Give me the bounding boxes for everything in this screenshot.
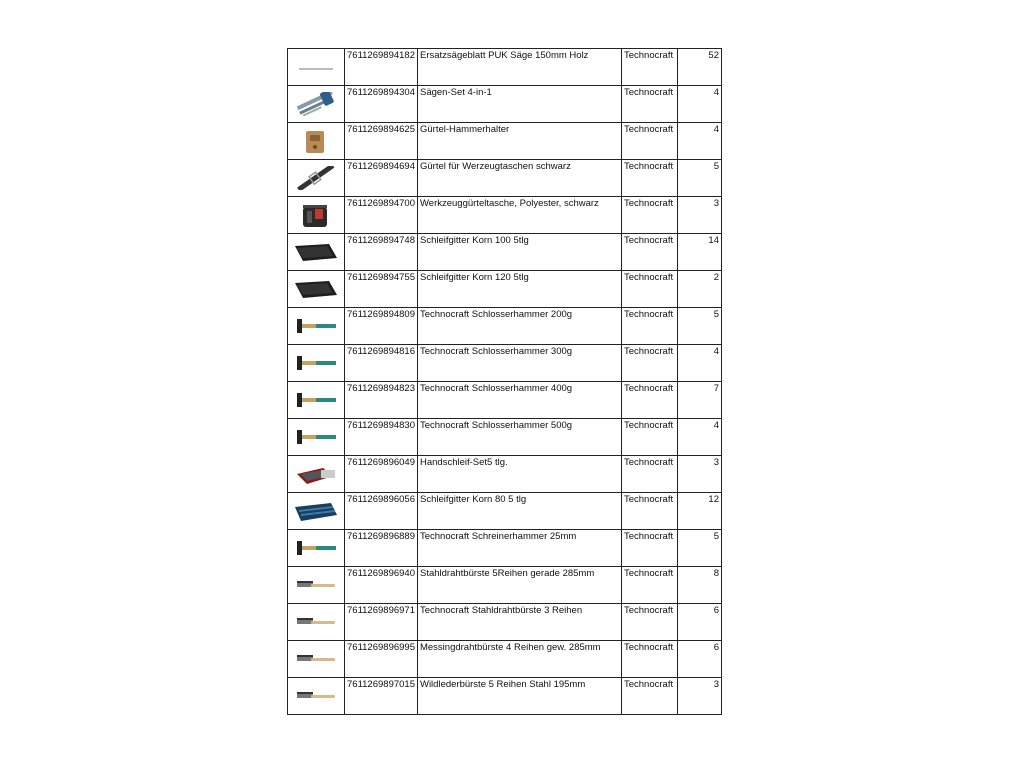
ean-cell: 7611269897015 — [345, 678, 418, 715]
product-image-cell — [288, 345, 345, 382]
quantity-cell: 5 — [677, 308, 721, 345]
product-image-cell — [288, 456, 345, 493]
description-cell: Sägen-Set 4-in-1 — [417, 86, 621, 123]
product-image-cell — [288, 308, 345, 345]
description-cell: Stahldrahtbürste 5Reihen gerade 285mm — [417, 567, 621, 604]
wire-brush-icon — [293, 684, 339, 708]
product-image-cell — [288, 419, 345, 456]
quantity-cell: 8 — [677, 567, 721, 604]
table-row — [288, 382, 722, 419]
product-image-cell — [288, 234, 345, 271]
brand-cell: Technocraft — [621, 345, 677, 382]
hammer-icon — [293, 351, 339, 375]
product-image-cell — [288, 49, 345, 86]
quantity-cell: 5 — [677, 530, 721, 567]
quantity-cell: 6 — [677, 604, 721, 641]
quantity-cell: 2 — [677, 271, 721, 308]
brand-cell: Technocraft — [621, 493, 677, 530]
brand-cell: Technocraft — [621, 419, 677, 456]
wire-brush-icon — [293, 647, 339, 671]
table-row — [288, 197, 722, 234]
quantity-cell: 4 — [677, 345, 721, 382]
ean-cell: 7611269894304 — [345, 86, 418, 123]
ean-cell: 7611269894823 — [345, 382, 418, 419]
table-row — [288, 493, 722, 530]
table-row — [288, 678, 722, 715]
quantity-cell: 7 — [677, 382, 721, 419]
inventory-table-body — [288, 49, 722, 715]
product-image-cell — [288, 567, 345, 604]
brand-cell: Technocraft — [621, 271, 677, 308]
saw-set-icon — [293, 92, 339, 116]
description-cell: Gürtel-Hammerhalter — [417, 123, 621, 160]
hammer-holder-icon — [293, 129, 339, 153]
quantity-cell: 6 — [677, 641, 721, 678]
product-image-cell — [288, 604, 345, 641]
brand-cell: Technocraft — [621, 604, 677, 641]
inventory-table — [287, 48, 722, 715]
quantity-cell: 3 — [677, 678, 721, 715]
product-image-cell — [288, 271, 345, 308]
brand-cell: Technocraft — [621, 456, 677, 493]
belt-icon — [293, 166, 339, 190]
product-image-cell — [288, 197, 345, 234]
ean-cell: 7611269894700 — [345, 197, 418, 234]
ean-cell: 7611269894809 — [345, 308, 418, 345]
hammer-icon — [293, 314, 339, 338]
brand-cell: Technocraft — [621, 160, 677, 197]
ean-cell: 7611269894755 — [345, 271, 418, 308]
product-image-cell — [288, 493, 345, 530]
ean-cell: 7611269896049 — [345, 456, 418, 493]
ean-cell: 7611269896995 — [345, 641, 418, 678]
description-cell: Technocraft Schreinerhammer 25mm — [417, 530, 621, 567]
hammer-icon — [293, 425, 339, 449]
brand-cell: Technocraft — [621, 49, 677, 86]
brand-cell: Technocraft — [621, 197, 677, 234]
table-row — [288, 456, 722, 493]
ean-cell: 7611269894694 — [345, 160, 418, 197]
ean-cell: 7611269896889 — [345, 530, 418, 567]
description-cell: Wildlederbürste 5 Reihen Stahl 195mm — [417, 678, 621, 715]
quantity-cell: 4 — [677, 419, 721, 456]
hammer-icon — [293, 536, 339, 560]
ean-cell: 7611269894816 — [345, 345, 418, 382]
brand-cell: Technocraft — [621, 308, 677, 345]
description-cell: Technocraft Schlosserhammer 300g — [417, 345, 621, 382]
table-row — [288, 160, 722, 197]
table-row — [288, 567, 722, 604]
description-cell: Handschleif-Set5 tlg. — [417, 456, 621, 493]
table-row — [288, 419, 722, 456]
description-cell: Schleifgitter Korn 100 5tlg — [417, 234, 621, 271]
brand-cell: Technocraft — [621, 86, 677, 123]
product-image-cell — [288, 160, 345, 197]
brand-cell: Technocraft — [621, 678, 677, 715]
ean-cell: 7611269894625 — [345, 123, 418, 160]
quantity-cell: 4 — [677, 86, 721, 123]
brand-cell: Technocraft — [621, 567, 677, 604]
quantity-cell: 3 — [677, 197, 721, 234]
table-row — [288, 123, 722, 160]
description-cell: Technocraft Schlosserhammer 200g — [417, 308, 621, 345]
product-image-cell — [288, 641, 345, 678]
description-cell: Messingdrahtbürste 4 Reihen gew. 285mm — [417, 641, 621, 678]
description-cell: Gürtel für Werzeugtaschen schwarz — [417, 160, 621, 197]
sanding-mesh-icon — [293, 240, 339, 264]
product-image-cell — [288, 530, 345, 567]
table-row — [288, 271, 722, 308]
hand-sander-icon — [293, 462, 339, 486]
description-cell: Technocraft Stahldrahtbürste 3 Reihen — [417, 604, 621, 641]
table-row — [288, 345, 722, 382]
hammer-icon — [293, 388, 339, 412]
product-image-cell — [288, 382, 345, 419]
saw-blade-icon — [293, 55, 339, 79]
wire-brush-icon — [293, 610, 339, 634]
product-image-cell — [288, 678, 345, 715]
quantity-cell: 14 — [677, 234, 721, 271]
brand-cell: Technocraft — [621, 123, 677, 160]
quantity-cell: 4 — [677, 123, 721, 160]
description-cell: Schleifgitter Korn 80 5 tlg — [417, 493, 621, 530]
description-cell: Schleifgitter Korn 120 5tlg — [417, 271, 621, 308]
ean-cell: 7611269894748 — [345, 234, 418, 271]
ean-cell: 7611269896056 — [345, 493, 418, 530]
table-row — [288, 234, 722, 271]
description-cell: Technocraft Schlosserhammer 400g — [417, 382, 621, 419]
table-row — [288, 308, 722, 345]
brand-cell: Technocraft — [621, 234, 677, 271]
brand-cell: Technocraft — [621, 382, 677, 419]
sanding-mesh-blue-icon — [293, 499, 339, 523]
table-row — [288, 49, 722, 86]
tool-bag-icon — [293, 203, 339, 227]
wire-brush-icon — [293, 573, 339, 597]
ean-cell: 7611269896971 — [345, 604, 418, 641]
ean-cell: 7611269896940 — [345, 567, 418, 604]
ean-cell: 7611269894182 — [345, 49, 418, 86]
brand-cell: Technocraft — [621, 641, 677, 678]
ean-cell: 7611269894830 — [345, 419, 418, 456]
description-cell: Technocraft Schlosserhammer 500g — [417, 419, 621, 456]
description-cell: Werkzeuggürteltasche, Polyester, schwarz — [417, 197, 621, 234]
product-image-cell — [288, 123, 345, 160]
description-cell: Ersatzsägeblatt PUK Säge 150mm Holz — [417, 49, 621, 86]
table-row — [288, 604, 722, 641]
quantity-cell: 52 — [677, 49, 721, 86]
quantity-cell: 3 — [677, 456, 721, 493]
brand-cell: Technocraft — [621, 530, 677, 567]
table-row — [288, 641, 722, 678]
quantity-cell: 5 — [677, 160, 721, 197]
table-row — [288, 530, 722, 567]
table-row — [288, 86, 722, 123]
quantity-cell: 12 — [677, 493, 721, 530]
sanding-mesh-icon — [293, 277, 339, 301]
product-image-cell — [288, 86, 345, 123]
